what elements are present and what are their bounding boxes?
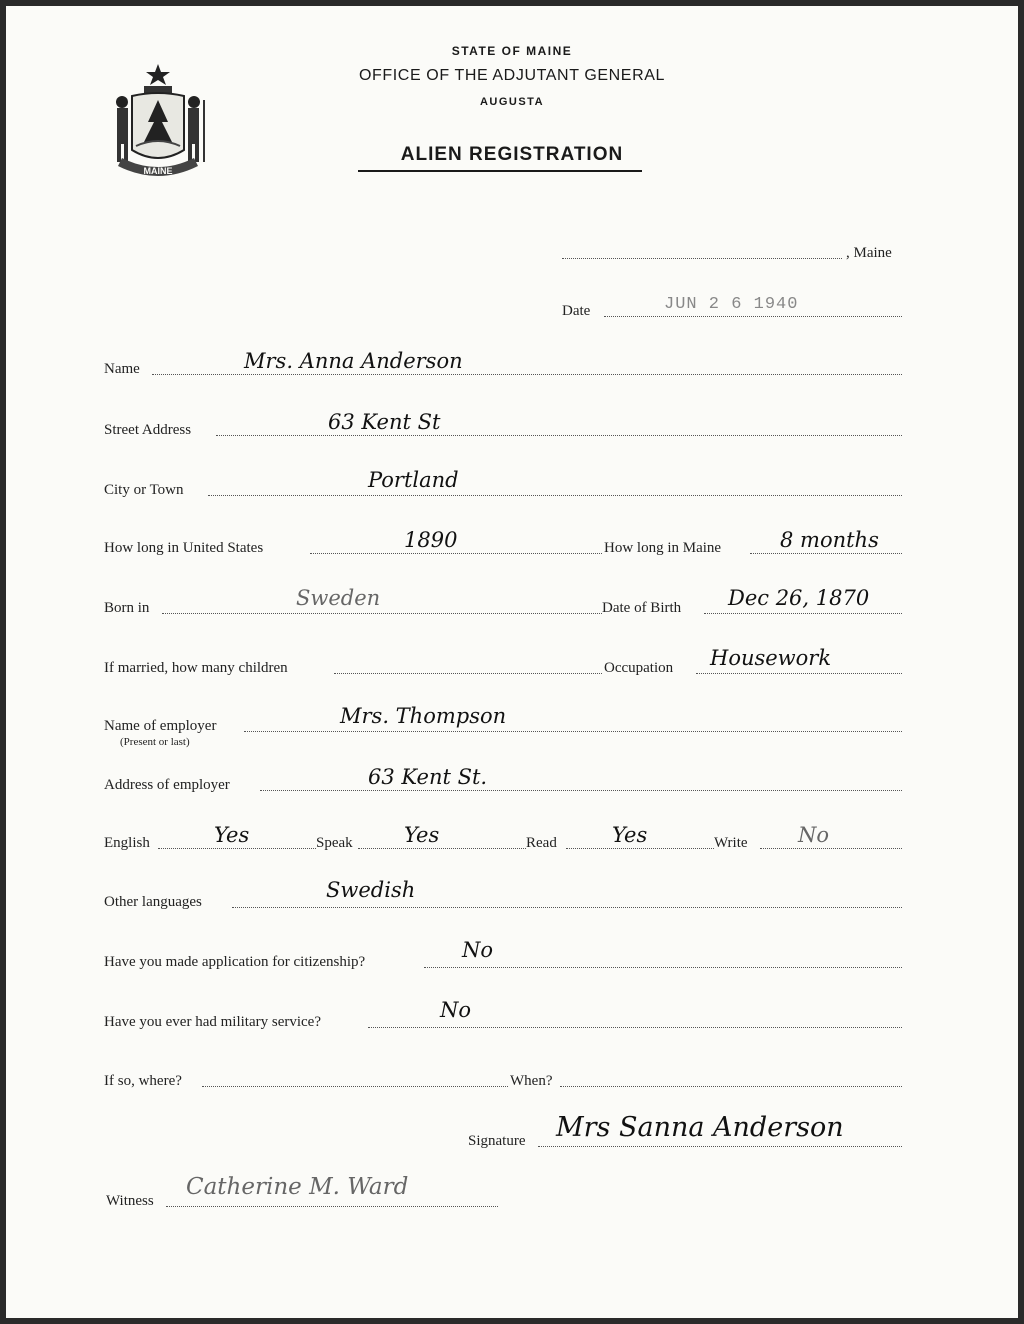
if-so-where-label: If so, where? xyxy=(104,1073,182,1089)
other-languages-line xyxy=(232,907,902,908)
state-heading: STATE OF MAINE xyxy=(451,44,573,58)
occupation-value: Housework xyxy=(710,646,832,670)
english-line xyxy=(158,848,316,849)
maine-label: , Maine xyxy=(846,245,892,261)
date-of-birth-line xyxy=(704,613,902,614)
how-long-maine-value: 8 months xyxy=(780,528,879,552)
city-label: City or Town xyxy=(104,482,184,498)
if-so-where-line xyxy=(202,1086,508,1087)
how-long-maine-line xyxy=(750,553,902,554)
registration-form xyxy=(6,6,1018,1318)
witness-line xyxy=(166,1206,498,1207)
citizenship-label: Have you made application for citizenship? xyxy=(104,954,366,970)
how-long-maine-label: How long in Maine xyxy=(604,540,722,556)
how-long-us-value: 1890 xyxy=(404,528,458,552)
witness-value: Catherine M. Ward xyxy=(186,1174,409,1200)
date-line xyxy=(604,316,902,317)
employer-name-line xyxy=(244,731,902,732)
how-long-us-line xyxy=(310,553,602,554)
read-line xyxy=(566,848,714,849)
speak-value: Yes xyxy=(404,823,440,847)
other-languages-label: Other languages xyxy=(104,894,202,910)
citizenship-line xyxy=(424,967,902,968)
read-label: Read xyxy=(526,835,557,851)
signature-line xyxy=(538,1146,902,1147)
city-line xyxy=(208,495,902,496)
employer-address-value: 63 Kent St. xyxy=(368,765,488,789)
children-line xyxy=(334,673,602,674)
name-label: Name xyxy=(104,361,140,377)
street-address-value: 63 Kent St xyxy=(328,410,441,434)
occupation-label: Occupation xyxy=(604,660,674,676)
date-label: Date xyxy=(562,303,591,319)
office-heading: OFFICE OF THE ADJUTANT GENERAL xyxy=(358,67,666,84)
children-label: If married, how many children xyxy=(104,660,288,676)
write-value: No xyxy=(798,823,830,847)
citizenship-value: No xyxy=(462,938,494,962)
other-languages-value: Swedish xyxy=(326,878,416,902)
date-of-birth-value: Dec 26, 1870 xyxy=(728,586,870,610)
place-line xyxy=(562,258,842,259)
employer-address-line xyxy=(260,790,902,791)
name-line xyxy=(152,374,902,375)
born-in-line xyxy=(162,613,602,614)
maine-state-seal-icon xyxy=(104,62,212,186)
speak-line xyxy=(358,848,526,849)
svg-text:MAINE: MAINE xyxy=(143,166,173,176)
military-value: No xyxy=(440,998,472,1022)
born-in-label: Born in xyxy=(104,600,150,616)
title-underline xyxy=(358,170,642,172)
english-value: Yes xyxy=(214,823,250,847)
city-value: Portland xyxy=(368,468,459,492)
military-line xyxy=(368,1027,902,1028)
born-in-value: Sweden xyxy=(296,586,381,610)
how-long-us-label: How long in United States xyxy=(104,540,264,556)
employer-name-value: Mrs. Thompson xyxy=(340,704,507,728)
street-address-line xyxy=(216,435,902,436)
witness-label: Witness xyxy=(106,1193,154,1209)
name-value: Mrs. Anna Anderson xyxy=(244,349,463,373)
signature-label: Signature xyxy=(468,1133,526,1149)
military-label: Have you ever had military service? xyxy=(104,1014,321,1030)
english-label: English xyxy=(104,835,150,851)
employer-name-label: Name of employer xyxy=(104,718,217,734)
speak-label: Speak xyxy=(316,835,353,851)
form-title: ALIEN REGISTRATION xyxy=(400,144,624,165)
city-heading: AUGUSTA xyxy=(479,96,545,108)
write-label: Write xyxy=(714,835,748,851)
employer-name-note: (Present or last) xyxy=(120,736,190,748)
date-of-birth-label: Date of Birth xyxy=(602,600,682,616)
write-line xyxy=(760,848,902,849)
when-line xyxy=(560,1086,902,1087)
when-label: When? xyxy=(510,1073,553,1089)
date-stamp: JUN 2 6 1940 xyxy=(664,295,799,314)
signature-value: Mrs Sanna Anderson xyxy=(556,1112,844,1143)
street-address-label: Street Address xyxy=(104,422,192,438)
employer-address-label: Address of employer xyxy=(104,777,230,793)
occupation-line xyxy=(696,673,902,674)
read-value: Yes xyxy=(612,823,648,847)
